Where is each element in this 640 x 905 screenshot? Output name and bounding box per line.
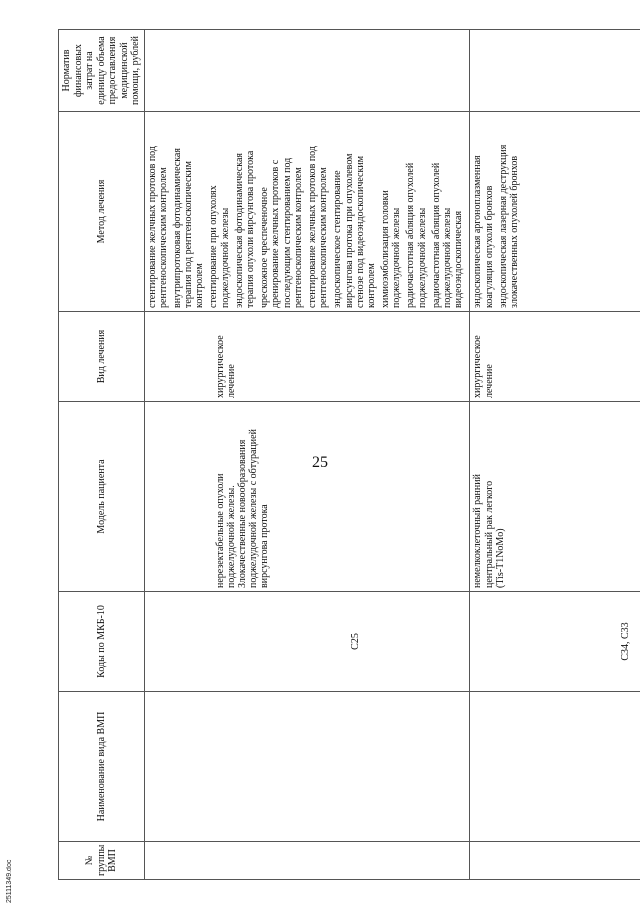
cell-icd-codes: C34, C33 <box>470 592 640 692</box>
header-vmp-name: Наименование вида ВМП <box>59 692 145 842</box>
cell-treatment-methods <box>144 112 470 312</box>
header-group-no: № группы ВМП <box>59 842 145 880</box>
cell-vmp-name <box>144 692 470 842</box>
method-item: эндоскопическая аргоноплазменная коагуляция опухоли бронхов <box>472 155 495 308</box>
method-item: эндоскопическая лазерная деструкция злокачественных опухолей бронхов <box>497 144 520 308</box>
cell-group-no <box>144 842 470 880</box>
method-item: чрескожное чреспеченочное дренирование желчных протоков с последующим стентированием под рентгеноскопическим контролем <box>259 157 304 308</box>
header-icd-codes: Коды по МКБ-10 <box>59 592 145 692</box>
method-item: радиочастотная абляция опухолей поджелудочной железы видеоэндоскопическая <box>430 162 465 308</box>
cell-vmp-name <box>470 692 640 842</box>
method-item: химиоэмболизация головки поджелудочной железы <box>380 190 403 308</box>
cell-financial-norm <box>470 30 640 112</box>
cell-icd-codes: C25 <box>144 592 470 692</box>
method-item: эндоскопическое стентирование вирсунгова протока при опухолевом стенозе под видеоэндоскопическим контролем <box>332 153 377 308</box>
table-row <box>470 30 640 880</box>
cell-financial-norm <box>144 30 470 112</box>
method-item: внутрипротоковая фотодинамическая терапия под рентгеноскопическим контролем <box>171 148 206 308</box>
cell-treatment-type: хирургическое лечение <box>470 312 640 402</box>
method-item: стентирование желчных протоков под рентгеноскопическим контролем <box>146 146 169 308</box>
vmp-table-rotated <box>58 30 632 880</box>
cell-patient-model: немелкоклеточный ранний центральный рак легкого (Tis-T1NoMo) <box>470 402 640 592</box>
header-financial-norm: Норматив финансовых затрат на единицу объема предоставления медицинской помощи, рублей <box>59 30 145 112</box>
vmp-table <box>58 29 640 880</box>
method-item: радиочастотная абляция опухолей поджелудочной железы <box>405 162 428 308</box>
cell-treatment-methods <box>470 112 640 312</box>
page-number: 25 <box>312 454 328 471</box>
table-header-row <box>59 30 145 880</box>
cell-group-no <box>470 842 640 880</box>
header-treatment-method: Метод лечения <box>59 112 145 312</box>
header-treatment-type: Вид лечения <box>59 312 145 402</box>
method-item: эндоскопическая фотодинамическая терапия опухоли вирсунгова протока <box>233 150 256 308</box>
method-item: стентирование желчных протоков под рентгеноскопическим контролем <box>306 146 330 308</box>
cell-treatment-type: хирургическое лечение <box>144 312 470 402</box>
table-row <box>144 30 470 880</box>
cell-patient-model: нерезектабельные опухоли поджелудочной железы. Злокачественные новообразования поджелудочной железы с обтурацией вирсунгова протока <box>144 402 470 592</box>
header-patient-model: Модель пациента <box>59 402 145 592</box>
document-id-footer: 25111349.doc <box>6 859 13 903</box>
method-item: стентирование при опухолях поджелудочной железы <box>208 185 231 308</box>
